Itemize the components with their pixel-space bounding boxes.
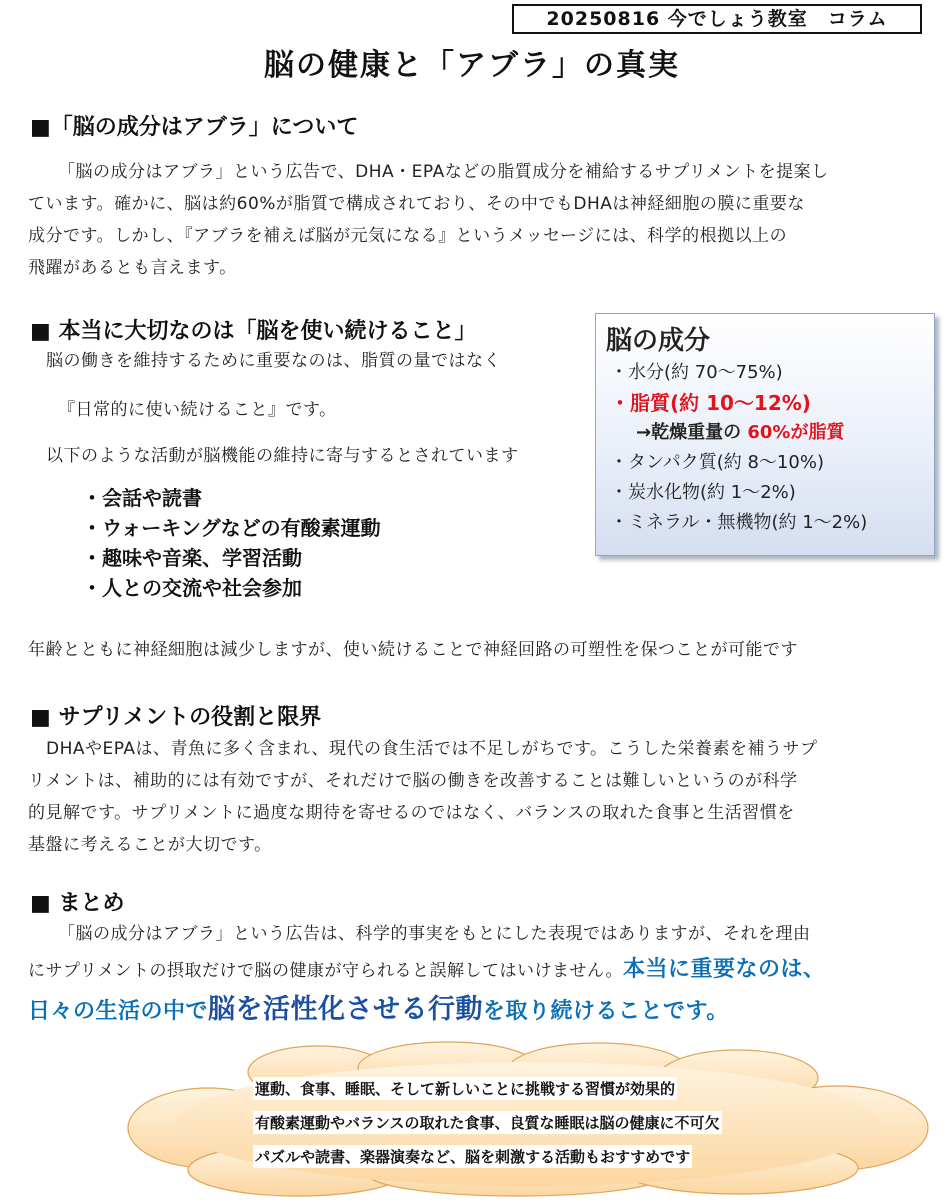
- section1-line-3: 成分です。しかし、『アブラを補えば脳が元気になる』というメッセージには、科学的根拠以上の: [28, 226, 788, 246]
- composition-item-fat: ・脂質(約 10～12%): [610, 391, 811, 415]
- section-heading-summary: ■ まとめ: [30, 891, 125, 916]
- section3-line-1: DHAやEPAは、青魚に多く含まれ、現代の食生活では不足しがちです。こうした栄養素を補うサプ: [46, 739, 818, 759]
- tip-2: 有酸素運動やバランスの取れた食事、良質な睡眠は脳の健康に不可欠: [253, 1111, 722, 1134]
- page-title: 脳の健康と「アブラ」の真実: [264, 48, 680, 83]
- tip-3: パズルや読書、楽器演奏など、脳を刺激する活動もおすすめです: [253, 1145, 692, 1168]
- section2-line-3: 以下のような活動が脳機能の維持に寄与するとされています: [46, 446, 519, 466]
- summary-highlight: 本当に重要なのは、: [623, 957, 826, 982]
- column-date-tag: 20250816 今でしょう教室 コラム: [512, 4, 922, 34]
- composition-fat-note: [610, 418, 867, 448]
- brain-composition-box: [595, 313, 935, 556]
- section3-line-2: リメントは、補助的には有効ですが、それだけで脳の働きを改善することは難しいというのが科学: [28, 771, 798, 791]
- section1-line-4: 飛躍があるとも言えます。: [28, 258, 237, 278]
- section1-line-1: 「脳の成分はアブラ」という広告で、DHA・EPAなどの脂質成分を補給するサプリメントを提案し: [58, 162, 829, 182]
- activity-list: [82, 483, 381, 603]
- list-item: ・人との交流や社会参加: [82, 576, 302, 600]
- section-heading-brain-fat: ■「脳の成分はアブラ」について: [30, 115, 359, 140]
- composition-item-mineral: ・ミネラル・無機物(約 1～2%): [610, 512, 868, 533]
- list-item: ・会話や読書: [82, 486, 202, 510]
- brain-composition-title: 脳の成分: [606, 326, 711, 356]
- section3-line-3: 的見解です。サプリメントに過度な期待を寄せるのではなく、バランスの取れた食事と生活習慣を: [28, 803, 795, 823]
- section2-closing: 年齢とともに神経細胞は減少しますが、使い続けることで神経回路の可塑性を保つことが可能です: [28, 640, 798, 660]
- fat-note-value: 60%が脂質: [747, 422, 845, 443]
- fat-note-prefix: →乾燥重量の: [636, 422, 748, 443]
- composition-item-water: ・水分(約 70～75%): [610, 362, 783, 383]
- list-item: ・趣味や音楽、学習活動: [82, 546, 302, 570]
- composition-item-protein: ・タンパク質(約 8～10%): [610, 452, 824, 473]
- section2-line-1: 脳の働きを維持するために重要なのは、脂質の量ではなく: [46, 351, 501, 371]
- section3-line-4: 基盤に考えることが大切です。: [28, 835, 272, 855]
- summary-line-2: [28, 954, 826, 987]
- section1-line-2: ています。確かに、脳は約60%が脂質で構成されており、その中でもDHAは神経細胞の膜に重要な: [28, 194, 805, 214]
- summary-line-1: 「脳の成分はアブラ」という広告は、科学的事実をもとにした表現ではありますが、それを理由: [58, 924, 811, 944]
- summary-line-2-text: にサプリメントの摂取だけで脳の健康が守られると誤解してはいけません。: [28, 961, 623, 981]
- list-item: ・ウォーキングなどの有酸素運動: [82, 516, 381, 540]
- section2-line-2: 『日常的に使い続けること』です。: [58, 400, 337, 420]
- section-heading-supplements: ■ サプリメントの役割と限界: [30, 705, 322, 730]
- summary-emph-a: 日々の生活の中で: [28, 999, 209, 1024]
- composition-item-carb: ・炭水化物(約 1～2%): [610, 482, 796, 503]
- summary-line-3: [28, 994, 729, 1029]
- section-heading-keep-using: ■ 本当に大切なのは「脳を使い続けること」: [30, 319, 477, 344]
- summary-emph-b: 脳を活性化させる行動: [208, 994, 484, 1025]
- tip-1: 運動、食事、睡眠、そして新しいことに挑戦する習慣が効果的: [253, 1077, 677, 1100]
- composition-list: [610, 358, 867, 538]
- summary-emph-c: を取り続けることです。: [483, 999, 729, 1024]
